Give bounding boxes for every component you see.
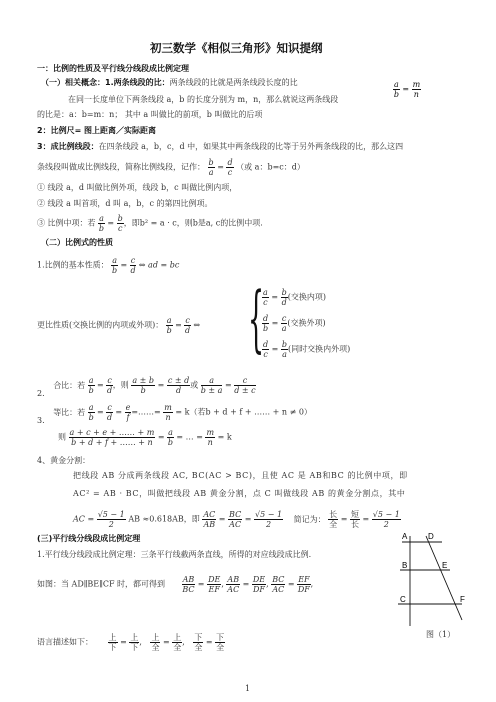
frac-den: c [263,298,268,307]
frac-den: n [413,90,419,99]
dengbi-row: 3. 等比：若 $\frac{a}{b}$ = $\frac{c}{d}$ = $\frac{e}{f}$ =……= $\frac{m}{n}$ = k（若b + d + f + …… + n ≠ 0） [37,403,312,425]
item2: ② 线段 a 叫首项，d 叫 a，b，c 的第四比例项。 [37,199,213,208]
frac-den: d [106,386,113,395]
frac-num: a + c + e + …… + m [69,428,155,437]
frac-den: b [167,438,174,447]
frac-den: DF [297,585,310,594]
hebi-label: 2. [37,388,45,398]
figure-parallel-lines [392,530,470,638]
prop3-line1: 在四条线段 a，b，c，d 中，如果其中两条线段的比等于另外两条线段的比，那么这四 [98,142,404,151]
sub1-heading: （一）相关概念：1.两条线段的比： [41,78,170,87]
frac-num: c [130,256,136,265]
frac-den: AC [272,585,285,594]
frac-den: n [165,413,171,422]
dengbi-dots: =……= [131,407,161,417]
frac-den: AC [229,520,242,529]
frac-num: 上 [151,633,160,642]
frac-den: a [281,324,287,333]
frac-den: b [166,326,172,335]
frac-den: b + d + f + …… + n [71,438,153,447]
page-title: 初三数学《相似三角形》知识提纲 [150,41,323,55]
frac-num: a [168,428,173,437]
frac-num: m [206,428,215,437]
sub1-line2: 在同一长度单位下两条线段 a，b 的长度分别为 m，n，那么就说这两条线段 [68,95,339,104]
frac-num: BC [229,510,242,519]
frac-num: AC [203,510,216,519]
frac-num: √5 − 1 [97,510,125,519]
basic-prop-row: 1.比例的基本性质： $\frac{a}{b}$ = $\frac{c}{d}$ ⇔ ad = bc [37,256,180,275]
frac-den: b [98,224,105,233]
frac-den: b [140,386,146,395]
parallel-l2: 如图：当 AD∥BE∥CF 时，都可得到 [37,579,166,589]
frac-num: EF [298,575,310,584]
frac-den: 全 [173,643,182,652]
frac-num: 下 [216,633,225,642]
item1: ① 线段 a，d 叫做比例外项，线段 b，c 叫做比例内项， [37,183,238,192]
frac-den: d [185,326,191,335]
golden-line2: AC² = AB · BC，叫做把线段 AB 黄金分割，点 C 叫做线段 AB 的黄金分割点，其中 [73,489,406,498]
dengbi-then-row: 则 $\frac{a + c + e + \dots\dots + m}{b + d + f + \dots\dots + n}$ = $\frac{a}{b}$ = … = $\frac{m}{n}$ = k [58,428,232,447]
frac-num: a [112,256,117,265]
frac-num: c [107,403,112,412]
golden-l3-b: AB ≈0.618AB，即 [128,514,200,524]
frac-num: 短 [350,510,359,519]
frac-den: d ± c [234,386,256,395]
swap-inner-label: (交换内项) [287,292,326,302]
frac-den: 下 [130,643,139,652]
frac-num: a [394,80,399,89]
basic-prop: 1.比例的基本性质： [37,260,109,270]
frac-den: AC [227,585,240,594]
prop3-row [37,142,403,152]
frac-den: b [88,386,94,395]
frac-den: 全 [216,643,225,652]
label-b: B [402,561,408,570]
prop3-line2-row: 条线段叫做成比例线段，简称比例线段，记作： $\frac{b}{a}$ = $\frac{d}{c}$ （或 a：b=c：d） [37,158,305,177]
swap-both-row: $\frac{d}{c}$ = $\frac{b}{a}$ (同时交换内外项) [263,340,351,359]
frac-num: a [88,376,94,385]
dengbi-label: 3. [37,415,45,425]
frac-num: c [234,376,255,386]
label-c: C [400,595,406,604]
parallel-line2: 如图：当 AD∥BE∥CF 时，都可得到 $\frac{AB}{BC}$ = $\frac{DE}{EF}$ , $\frac{AB}{AC}$ = $\frac{DE}{DF}$ , $\frac{BC}{AC}$ = $\frac{EF}{DF}$ , [37,575,314,594]
frac-den: 全 [151,643,160,652]
sub1-def: 两条线段的比就是两条线段长度的比 [169,78,298,87]
transversal-right [426,536,462,620]
prop3-line2-tail: （或 a：b=c：d） [236,162,305,172]
sub2-heading: （二）比例式的性质 [41,238,113,247]
frac-den: 2 [383,520,389,529]
basic-prop-tail: ⇔ ad = bc [138,260,180,270]
more-prop-row: 更比性质(交换比例的内项或外项)： $\frac{a}{b}$ = $\frac{c}{d}$ ⇔ [37,316,201,335]
prop3-heading: 3：成比例线段： [37,142,99,151]
frac-den: 2 [265,520,272,529]
frac-den: BC [182,585,195,594]
frac-den: 长 [350,520,359,529]
label-f: F [460,595,465,604]
frac-num: d [263,314,269,323]
dengbi-cond: = k（若b + d + f + …… + n ≠ 0） [175,407,312,417]
frac-num: c ± d [167,376,190,385]
parallel-lang-row: 语言描述如下： $\frac{\text{上}}{\text{下}}$ = $\frac{\text{上}}{\text{下}}$ , $\frac{\text{上}}{\text{全}}$ = $\frac{\text{上}}{\text{全}}$ , $\frac{\text{下}}{\text{全}}$ = $\frac{\text{下}}{\text{全}}$ [37,633,225,652]
frac-num: a [166,316,172,325]
frac-num: 上 [130,633,139,642]
golden-line1: 把线段 AB 分成两条线段 AC, BC(AC > BC)，且使 AC 是 AB和BC 的比例中项，即 [73,471,408,480]
more-prop: 更比性质(交换比例的内项或外项)： [37,320,164,330]
scale-heading: 2：比例尺= 图上距离／实际距离 [37,126,157,135]
golden-l3-c: 简记为： [293,514,326,524]
dengbi-text: 等比：若 [53,407,86,417]
golden-heading: 4、黄金分割： [37,456,91,465]
swap-both-label: (同时交换内外项) [288,344,351,354]
frac-den: 2 [108,520,114,529]
frac-den: b ± a [200,386,223,395]
frac-num: b [117,214,123,223]
frac-num: a [263,288,268,297]
frac-num: 下 [194,633,203,642]
swap-outer-label: (交换外项) [287,318,326,328]
frac-den: AB [203,520,216,529]
frac-den: d [130,266,136,275]
item3-post: ，即b² = a · c，则b是a, c的比例中项. [123,218,263,228]
frac-num: √5 − 1 [372,510,400,519]
frac-num: c [185,316,190,325]
ratio-formula: $\frac{a}{b}$ = $\frac{m}{n}$ [393,80,421,99]
frac-den: d [106,413,113,422]
section1-heading: 一：比例的性质及平行线分线段成比例定理 [37,64,189,73]
sub1-row [41,78,298,88]
frac-den: b [112,266,118,275]
label-d: D [428,532,434,541]
item3-row: ③ 比例中项：若 $\frac{a}{b}$ = $\frac{b}{c}$ ，即b² = a · c，则b是a, c的比例中项. [37,214,263,233]
frac-num: d [263,340,269,349]
frac-num: a [99,214,104,223]
frac-num: b [281,288,287,297]
frac-den: 全 [329,520,338,529]
frac-den: d [281,298,287,307]
brace: { [248,276,265,360]
frac-den: c [117,224,123,233]
frac-num: c [281,314,287,323]
frac-num: c [107,376,112,385]
golden-line3: AC = $\frac{√5 - 1}{2}$ AB ≈0.618AB，即 $\frac{AC}{AB}$ = $\frac{BC}{AC}$ = $\frac{√5 - 1}{2}$ 简记为： $\frac{\text{长}}{\text{全}}$ = $\frac{\text{短}}{\text{长}}$ = $\frac{√5 - 1}{2}$ [73,510,400,529]
frac-den: EF [208,585,220,594]
frac-den: c [227,168,233,177]
sub1-line3: 的比是：a：b=m：n； 其中 a 叫做比的前项，b 叫做比的后项 [37,110,263,119]
frac-den: n [207,438,213,447]
frac-num: DE [208,575,221,584]
frac-den: a [208,168,214,177]
frac-den: b [88,413,94,422]
frac-den: b [263,324,269,333]
golden-l3-a: AC = [73,514,95,524]
frac-num: e [125,403,131,412]
frac-num: a ± b [132,376,155,385]
frac-den: c [263,350,268,359]
frac-num: b [208,158,214,167]
frac-num: a [201,376,223,386]
frac-den: b [393,90,399,99]
item3-pre: ③ 比例中项：若 [37,218,96,228]
frac-num: a [88,403,94,412]
hebi-then: ，则 [112,380,129,390]
frac-den: d [175,386,182,395]
label-e: E [442,561,448,570]
hebi-or: 或 [190,380,199,390]
frac-den: 下 [108,643,117,652]
frac-num: d [227,158,233,167]
frac-num: 上 [108,633,117,642]
parallel-line1: 1.平行线分线段成比例定理：三条平行线截两条直线，所得的对应线段成比例. [37,550,312,559]
frac-den: DF [253,585,265,594]
page-number: 1 [245,684,251,693]
parallel-lang: 语言描述如下： [37,637,93,647]
sub3-heading: (三)平行线分线段成比例定理 [37,534,141,543]
frac-den: f [126,413,130,422]
frac-num: 上 [173,633,182,642]
label-a: A [402,532,408,541]
frac-num: √5 − 1 [255,510,283,519]
swap-inner-row: $\frac{a}{c}$ = $\frac{b}{d}$ (交换内项) [263,288,326,307]
dengbi-then: 则 [58,432,66,442]
frac-den: a [282,350,287,359]
frac-num: DE [252,575,266,584]
hebi-text: 合比：若 [53,380,86,390]
hebi-row: 2. 合比：若 $\frac{a}{b}$ = $\frac{c}{d}$ ，则 $\frac{a \pm b}{b}$ = $\frac{c \pm d}{d}$ 或 $\frac{a}{b \pm a}$ = $\frac{c}{d \pm c}$ [37,376,256,398]
frac-num: AB [227,575,240,584]
frac-num: b [281,340,288,349]
frac-num: BC [272,575,285,584]
swap-outer-row: $\frac{d}{b}$ = $\frac{c}{a}$ (交换外项) [263,314,326,333]
prop3-line2: 条线段叫做成比例线段，简称比例线段，记作： [37,162,205,172]
frac-den: 全 [194,643,203,652]
frac-num: AB [182,575,195,584]
frac-num: m [164,403,172,412]
frac-num: m [412,80,421,89]
figure-caption: 图（1） [426,630,456,639]
frac-num: 长 [329,510,338,519]
